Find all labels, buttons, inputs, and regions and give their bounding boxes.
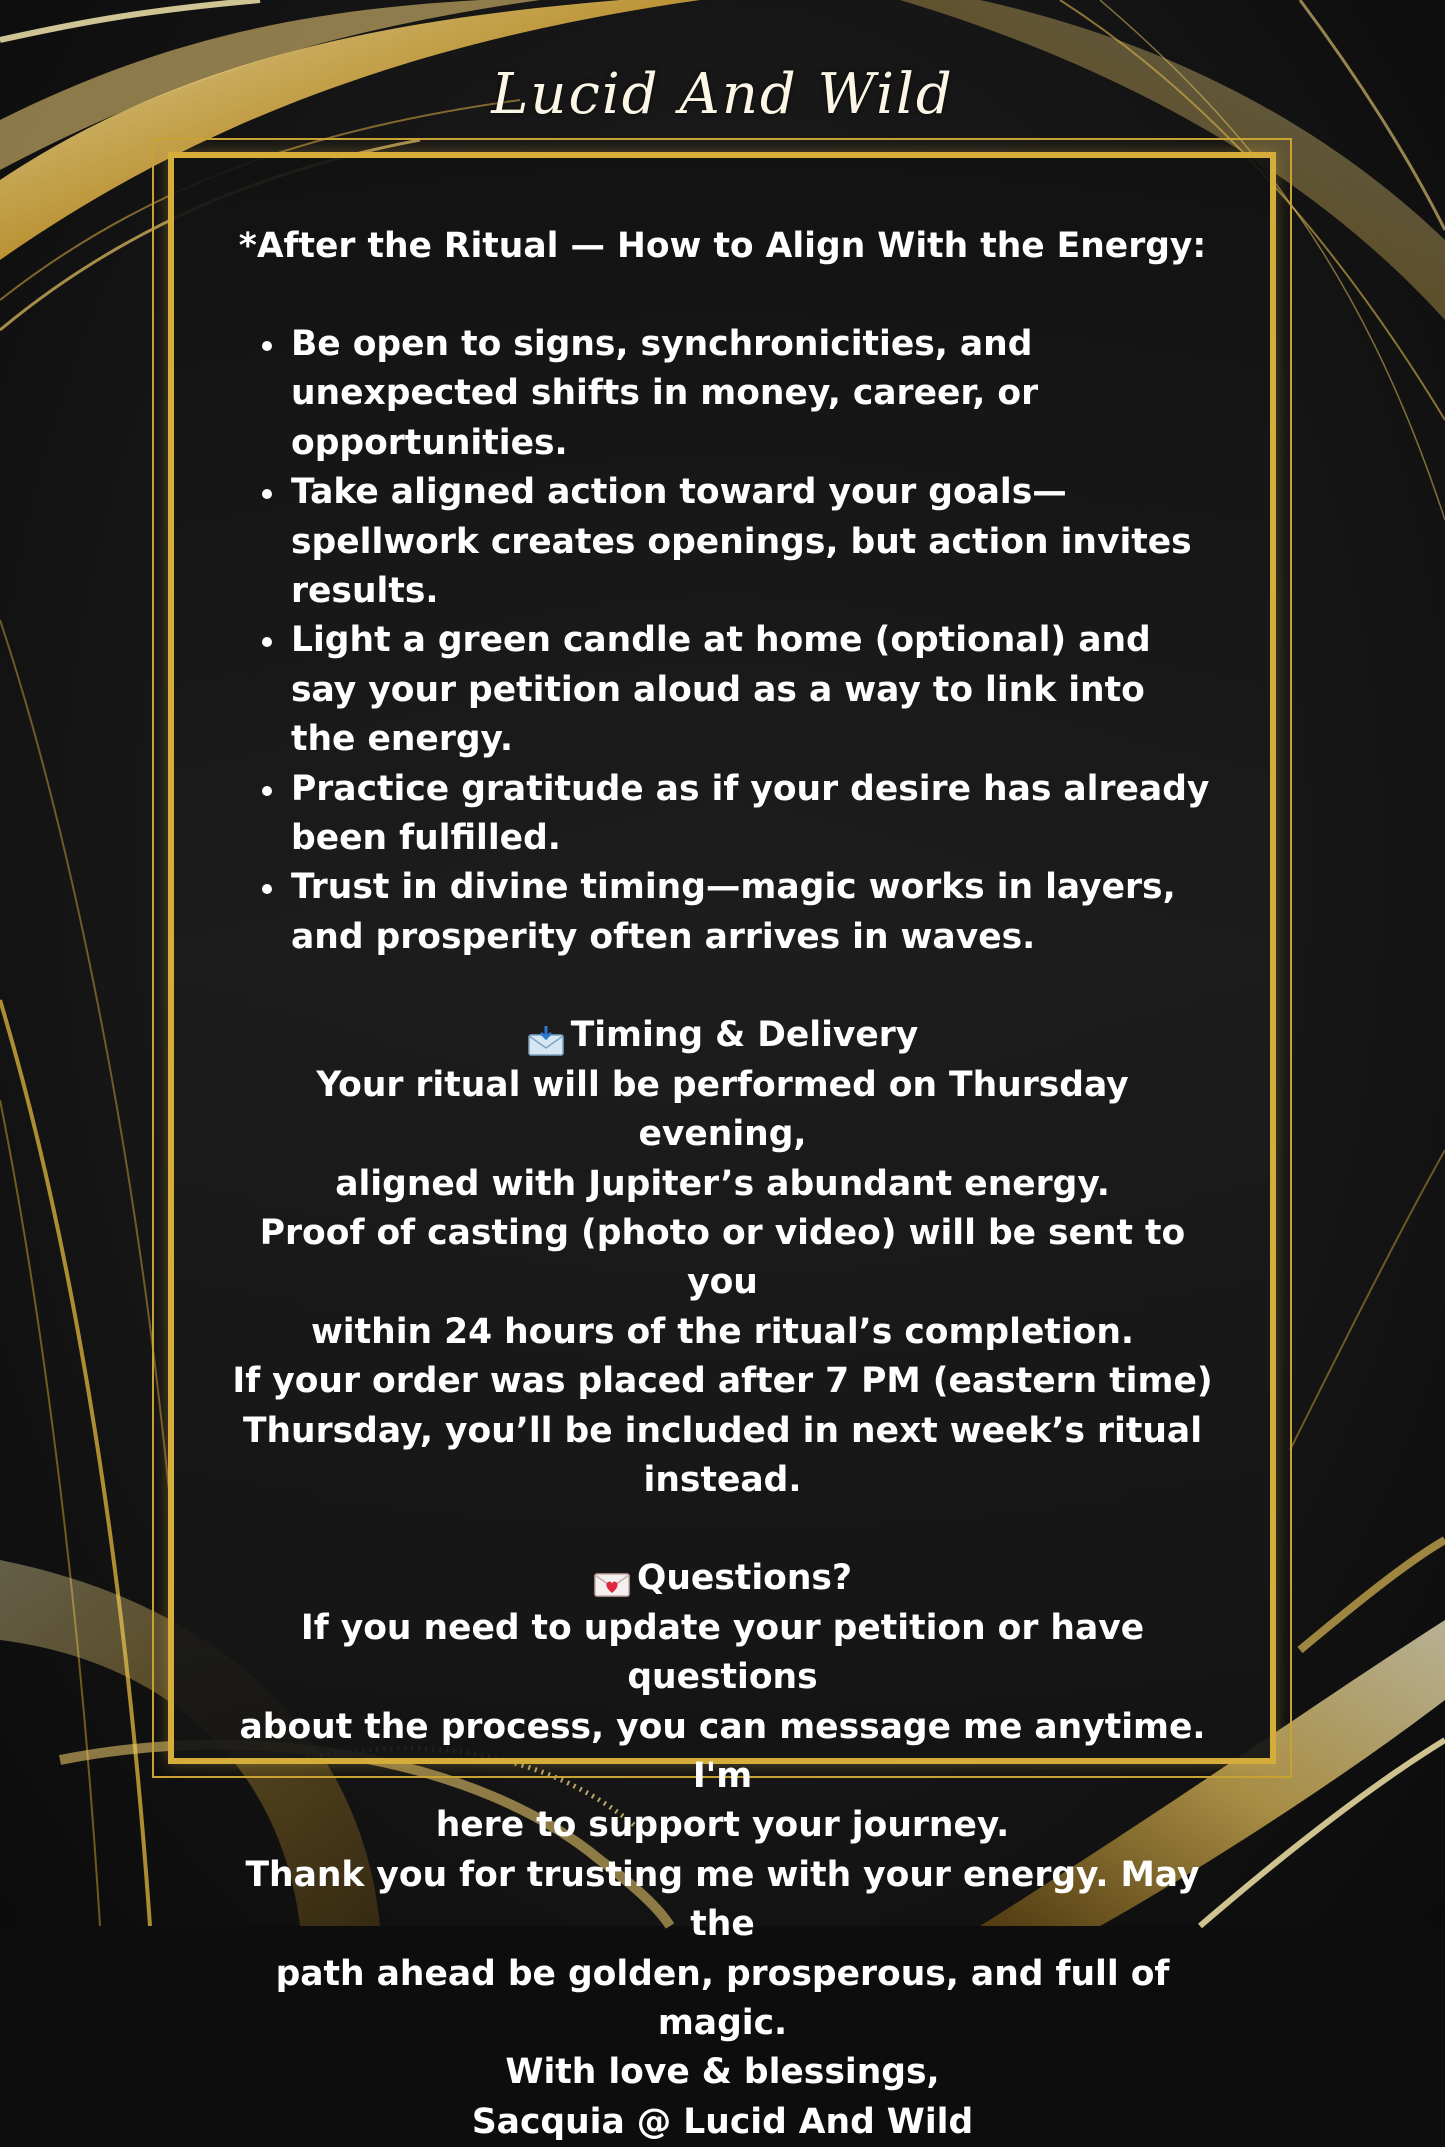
text-line: aligned with Jupiter’s abundant energy. — [335, 1163, 1110, 1204]
brand-logo: Lucid And Wild — [491, 62, 954, 127]
questions-heading — [230, 1554, 1215, 1603]
text-line: Thank you for trusting me with your energy. May the — [245, 1854, 1200, 1945]
text-line: If you need to update your petition or have questions — [300, 1607, 1145, 1698]
list-item: Light a green candle at home (optional) and say your petition aloud as a way to link into the energy. — [259, 616, 1215, 764]
ritual-instructions — [230, 222, 1215, 2147]
timing-delivery-title: Timing & Delivery — [570, 1015, 919, 1056]
timing-delivery-heading — [230, 1011, 1215, 1060]
list-item: Practice gratitude as if your desire has already been fulfilled. — [259, 765, 1215, 864]
list-item: Trust in divine timing—magic works in layers, and prosperity often arrives in waves. — [259, 863, 1215, 962]
text-line: Thursday, you’ll be included in next week’s ritual — [242, 1410, 1203, 1451]
align-energy-list — [230, 320, 1215, 962]
text-line: instead. — [643, 1459, 802, 1500]
spacer — [230, 271, 1215, 320]
questions-section — [230, 1554, 1215, 2147]
text-line: If your order was placed after 7 PM (eastern time) — [232, 1361, 1213, 1402]
spacer — [230, 1505, 1215, 1554]
envelope-arrow-icon — [527, 1021, 565, 1051]
signoff-line: With love & blessings, — [505, 2052, 940, 2093]
questions-title: Questions? — [637, 1558, 852, 1599]
timing-delivery-section — [230, 1011, 1215, 1505]
spacer — [230, 962, 1215, 1011]
list-item: Take aligned action toward your goals—spellwork creates openings, but action invites results. — [259, 468, 1215, 616]
text-line: Proof of casting (photo or video) will be sent to you — [259, 1212, 1186, 1303]
text-line: here to support your journey. — [435, 1805, 1010, 1846]
list-item: Be open to signs, synchronicities, and unexpected shifts in money, career, or opportunities. — [259, 320, 1215, 468]
text-line: within 24 hours of the ritual’s completion. — [310, 1311, 1135, 1352]
signature-line: Sacquia @ Lucid And Wild — [471, 2101, 974, 2142]
page-title: *After the Ritual — How to Align With the Energy: — [238, 226, 1207, 266]
text-line: about the process, you can message me anytime. I'm — [239, 1706, 1206, 1796]
text-line: path ahead be golden, prosperous, and full of magic. — [275, 1953, 1170, 2043]
love-letter-icon — [593, 1564, 631, 1594]
text-line: Your ritual will be performed on Thursday evening, — [316, 1064, 1129, 1155]
